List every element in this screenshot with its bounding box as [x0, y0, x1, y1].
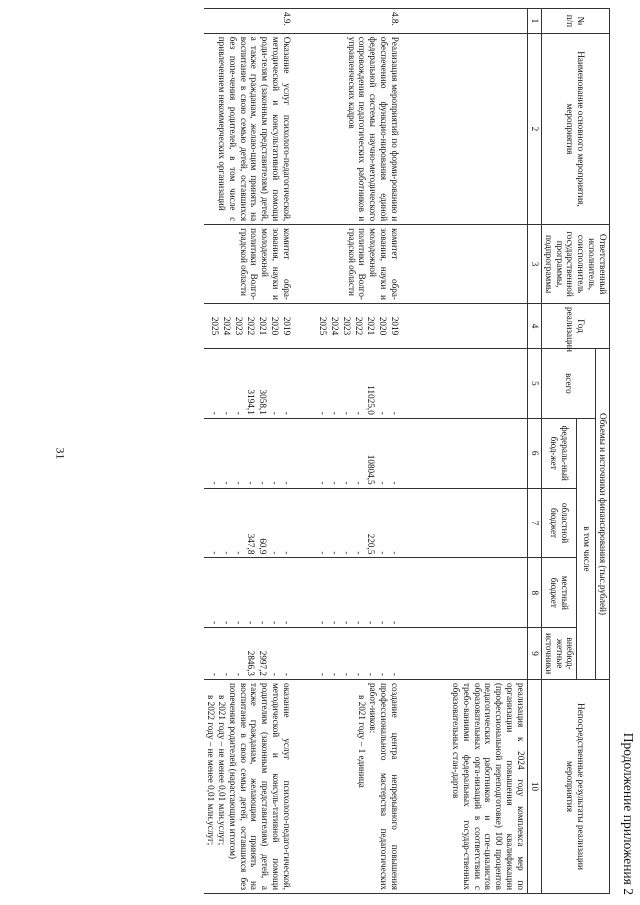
regional-values: - - 60,9 347,8 - - - [209, 533, 292, 555]
result-text: оказание услуг психолого-педаго-гической, методической и консуль-тативной помощи родителям (законным представителям) детей, а также гражданам, желающим принять на воспитание в свою семьи детей, оставшихся без попечения родителей (нарастающим итогом) [227, 682, 292, 890]
appendix-title: Продолжение приложения 2 [621, 732, 636, 895]
page-number: 31 [53, 447, 68, 460]
extra-values: - - 2997,2 2846,3 - - - [209, 650, 292, 676]
header-including: в том числе [577, 418, 596, 679]
table-row [401, 9, 528, 894]
years-list: 2019 2020 2021 2022 2023 2024 2025 [209, 316, 292, 336]
result-text: создание центра непрерывного повышения профессионального мастерства педагогических работ-ников: [368, 682, 400, 890]
column-number-row: 1 2 3 4 5 6 7 8 9 10 [527, 9, 541, 894]
header-no: № п/п [541, 9, 609, 34]
continued-result: реализация к 2024 году комплекса мер по организации повышения квалификации (профессиональной переподготовке) 100 процентов педагогических работников и спе-циалистов образовательных орга-низаций в соответствии с требо-ваниями федеральных государ-ственных образовательных стан-дартов [401, 679, 528, 893]
header-extra: внебюд-жетные источники [541, 628, 577, 680]
table-row [204, 9, 293, 894]
row-number: 4.9. [204, 9, 293, 34]
result-detail: в 2021 году – не менее 0,01 млн.услуг; [216, 694, 227, 846]
regional-values: - - 220,5 - - - - [317, 533, 400, 555]
header-responsible: Ответственный исполнитель, соисполнитель государственной программы, подпрограммы [541, 225, 609, 304]
federal-values: - - 10804,5 - - - - [317, 454, 400, 485]
header-name: Наименование основного мероприятия, мероприятия [541, 33, 609, 224]
responsible-executor: комитет обра-зования, науки и молодежной политики Волго-градской области [204, 225, 293, 304]
result-detail: в 2021 году – 1 единица [357, 694, 368, 788]
header-regional: областной бюджет [541, 488, 577, 558]
years-list: 2019 2020 2021 2022 2023 2024 2025 [317, 316, 400, 336]
measure-name: Оказание услуг психолого-педагогической, методической и консультативной помощи роди-телям (законным представителям) детей, а также гражданам, желаю-щим принять на воспитание в свою семью детей, оставшихся без попе-чения родителей, в том числе с привлечением некоммерческих организаций [204, 33, 293, 224]
table-row [293, 9, 401, 894]
header-financing: Объемы и источники финансирования (тыс.рублей) [596, 349, 610, 680]
federal-values: - - - - - - - [209, 481, 292, 485]
extra-values: - - - - - - - [317, 672, 400, 676]
local-values: - - - - - - - [317, 621, 400, 625]
header-total: всего [541, 349, 595, 419]
financing-table [204, 8, 610, 894]
header-federal: федераль-ный бюд-жет [541, 418, 577, 488]
header-year: Год реализации [541, 303, 609, 348]
result-detail: в 2022 году – не менее 0,01 млн.услуг; [205, 694, 216, 846]
responsible-executor: комитет обра-зования, науки и молодежной политики Волго-градской области [293, 225, 401, 304]
header-results: Непосредственные результаты реализации мероприятия [541, 679, 609, 893]
total-values: - - 11025,0 - - - - [317, 385, 400, 415]
total-values: - - 3058,1 3194,1 - - - [209, 389, 292, 415]
header-local: местный бюджет [541, 558, 577, 628]
local-values: - - - - - - - [209, 621, 292, 625]
row-number: 4.8. [293, 9, 401, 34]
measure-name: Реализация мероприятий по форми-рованию и обеспечению функцио-нирования единой федеральной системы научно-методического сопровождения педагогических работников и управленческих кадров [293, 33, 401, 224]
